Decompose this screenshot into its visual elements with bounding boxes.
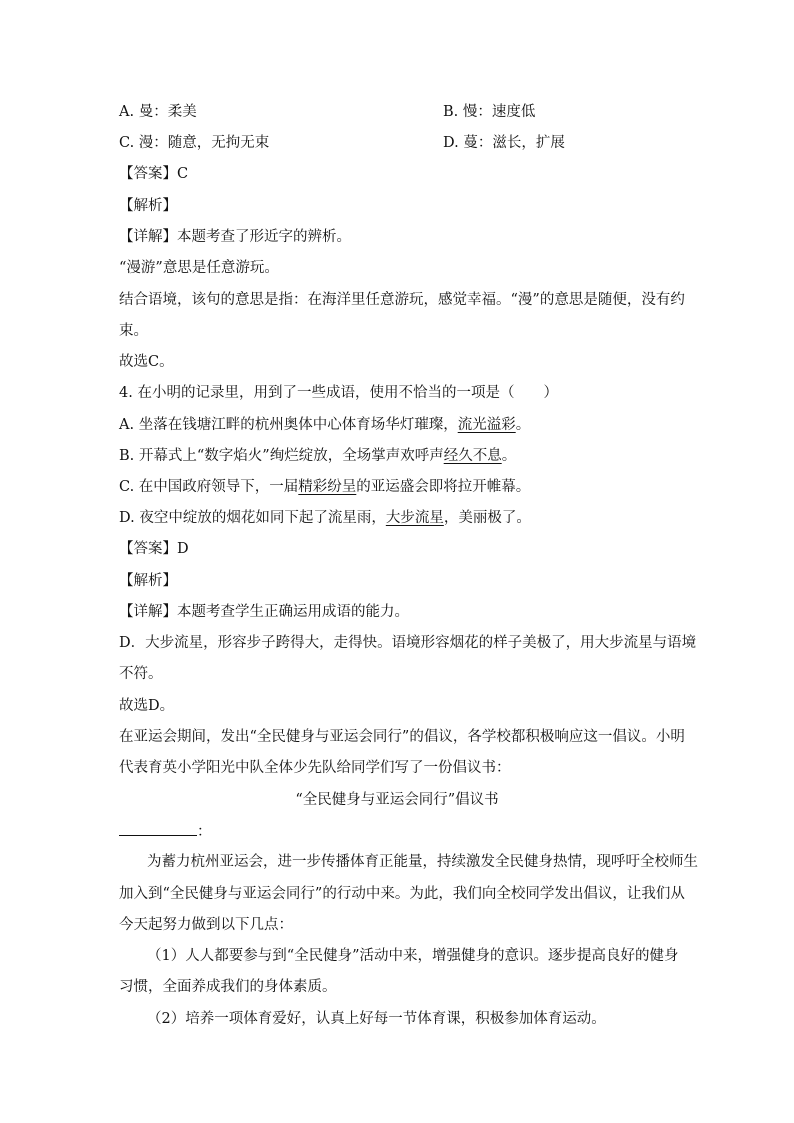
proposal-intro-2: 代表育英小学阳光中队全体少先队给同学们写了一份倡议书： — [119, 760, 511, 776]
q3-explain-2a: 结合语境，该句的意思是指：在海洋里任意游玩，感觉幸福。“漫”的意思是随便，没有约 — [119, 292, 685, 308]
q4-option-d — [119, 508, 531, 528]
option-text: ，美丽极了。 — [443, 510, 531, 526]
idiom-underlined: 大步流星 — [385, 510, 444, 526]
option-text: 的亚运盛会即将拉开帷幕。 — [356, 479, 531, 495]
option-text: C. 在中国政府领导下，一届 — [119, 479, 299, 495]
option-b: B. 慢：速度低 — [443, 104, 536, 120]
q4-option-b — [119, 446, 516, 466]
proposal-intro-1: 在亚运会期间，发出“全民健身与亚运会同行”的倡议，各学校都积极响应这一倡议。小明 — [119, 729, 685, 745]
proposal-item-2: （2）培养一项体育爱好，认真上好每一节体育课，积极参加体育运动。 — [147, 1011, 606, 1027]
proposal-item-1a: （1）人人都要参与到“全民健身”活动中来，增强健身的意识。逐步提高良好的健身 — [147, 948, 679, 964]
proposal-title: “全民健身与亚运会同行”倡议书 — [295, 792, 499, 808]
q3-analysis-title: 【解析】 — [119, 198, 177, 214]
q3-detail: 【详解】本题考查了形近字的辨析。 — [119, 229, 351, 245]
option-c: C. 漫：随意，无拘无束 — [119, 135, 270, 151]
salutation-colon: ： — [197, 824, 212, 840]
option-d: D. 蔓：滋长，扩展 — [443, 135, 565, 151]
idiom-underlined: 流光溢彩 — [457, 417, 516, 433]
q4-option-c — [119, 477, 530, 497]
q3-conclusion: 故选C。 — [119, 354, 174, 370]
option-text: 。 — [501, 448, 517, 464]
option-a: A. 曼：柔美 — [119, 104, 197, 120]
q4-explain-1a: D．大步流星，形容步子跨得大，走得快。语境形容烟花的样子美极了，用大步流星与语境 — [119, 635, 697, 651]
q3-answer: 【答案】C — [119, 166, 189, 182]
q3-explain-1: “漫游”意思是任意游玩。 — [119, 260, 279, 276]
q4-answer: 【答案】D — [119, 541, 189, 557]
proposal-para-1c: 今天起努力做到以下几点： — [119, 917, 293, 933]
salutation-line — [119, 821, 212, 842]
fill-in-blank[interactable] — [119, 821, 197, 836]
q3-explain-2b: 束。 — [119, 323, 148, 339]
option-text: A. 坐落在钱塘江畔的杭州奥体中心体育场华灯璀璨， — [119, 417, 458, 433]
option-text: B. 开幕式上“数字焰火”绚烂绽放，全场掌声欢呼声 — [119, 448, 444, 464]
idiom-underlined: 精彩纷呈 — [298, 479, 357, 495]
q4-option-a — [119, 415, 530, 435]
option-text: 。 — [515, 417, 531, 433]
proposal-item-1b: 习惯，全面养成我们的身体素质。 — [119, 979, 337, 995]
q4-explain-1b: 不符。 — [119, 666, 163, 682]
proposal-para-1b: 加入到“全民健身与亚运会同行”的行动中来。为此，我们向全校同学发出倡议，让我们从 — [119, 886, 685, 902]
proposal-para-1a: 为蓄力杭州亚运会，进一步传播体育正能量，持续激发全民健身热情，现呼吁全校师生 — [147, 854, 698, 870]
q4-question: 4. 在小明的记录里，用到了一些成语，使用不恰当的一项是（ ） — [119, 385, 558, 401]
option-text: D. 夜空中绽放的烟花如同下起了流星雨， — [119, 510, 386, 526]
q4-detail: 【详解】本题考查学生正确运用成语的能力。 — [119, 604, 409, 620]
idiom-underlined: 经久不息 — [443, 448, 502, 464]
q4-analysis-title: 【解析】 — [119, 573, 177, 589]
q4-conclusion: 故选D。 — [119, 698, 175, 714]
